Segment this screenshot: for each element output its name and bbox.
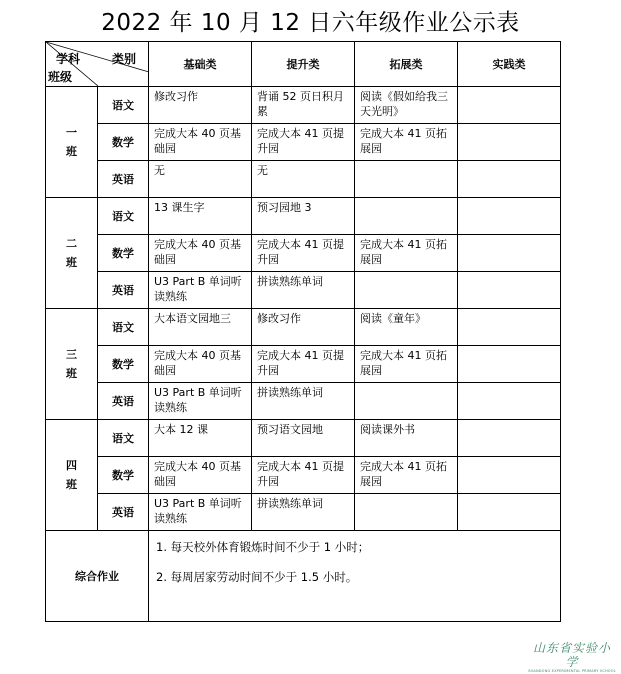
subject-cell: 语文 bbox=[98, 309, 149, 346]
assignment-cell: 阅读《童年》 bbox=[355, 309, 458, 346]
assignment-cell: 拼读熟练单词 bbox=[252, 494, 355, 531]
header-extension: 拓展类 bbox=[355, 42, 458, 87]
assignment-cell: 完成大本 40 页基础园 bbox=[149, 124, 252, 161]
table-row bbox=[46, 235, 561, 272]
class-name-cell bbox=[46, 420, 98, 531]
assignment-cell: 无 bbox=[252, 161, 355, 198]
header-basic: 基础类 bbox=[149, 42, 252, 87]
assignment-cell: 修改习作 bbox=[149, 87, 252, 124]
table-row bbox=[46, 87, 561, 124]
assignment-cell: 大本语文园地三 bbox=[149, 309, 252, 346]
comprehensive-row bbox=[46, 531, 561, 622]
assignment-cell bbox=[355, 161, 458, 198]
assignment-cell bbox=[458, 420, 561, 457]
school-logo bbox=[527, 641, 617, 674]
assignment-cell: 完成大本 40 页基础园 bbox=[149, 346, 252, 383]
assignment-cell bbox=[458, 383, 561, 420]
class-name-char: 班 bbox=[66, 478, 77, 491]
page-title: 2022 年 10 月 12 日六年级作业公示表 bbox=[101, 10, 520, 36]
header-practice: 实践类 bbox=[458, 42, 561, 87]
class-name-cell bbox=[46, 309, 98, 420]
table-row bbox=[46, 272, 561, 309]
subject-cell: 英语 bbox=[98, 494, 149, 531]
table-row bbox=[46, 198, 561, 235]
assignment-cell bbox=[458, 272, 561, 309]
table-row bbox=[46, 494, 561, 531]
subject-cell: 英语 bbox=[98, 272, 149, 309]
class-name-char: 班 bbox=[66, 367, 77, 380]
corner-subject-label: 学科 bbox=[56, 52, 81, 66]
comprehensive-notes bbox=[149, 531, 561, 622]
comprehensive-label: 综合作业 bbox=[46, 531, 149, 622]
assignment-cell: 拼读熟练单词 bbox=[252, 383, 355, 420]
class-name-char: 三 bbox=[66, 348, 77, 361]
assignment-cell: 大本 12 课 bbox=[149, 420, 252, 457]
comprehensive-note: 2. 每周居家劳动时间不少于 1.5 小时。 bbox=[156, 570, 358, 584]
subject-cell: 语文 bbox=[98, 87, 149, 124]
assignment-cell: 完成大本 41 页提升园 bbox=[252, 235, 355, 272]
assignment-cell: U3 Part B 单词听读熟练 bbox=[149, 272, 252, 309]
assignment-cell: 拼读熟练单词 bbox=[252, 272, 355, 309]
assignment-cell: U3 Part B 单词听读熟练 bbox=[149, 494, 252, 531]
assignment-cell: 完成大本 41 页提升园 bbox=[252, 124, 355, 161]
school-logo-english: SHANDONG EXPERIMENTAL PRIMARY SCHOOL bbox=[528, 669, 616, 673]
assignment-cell: 完成大本 41 页提升园 bbox=[252, 457, 355, 494]
assignment-cell bbox=[458, 198, 561, 235]
assignment-cell bbox=[355, 494, 458, 531]
corner-class-label: 班级 bbox=[48, 70, 73, 84]
table-row bbox=[46, 420, 561, 457]
table-row bbox=[46, 161, 561, 198]
assignment-cell bbox=[355, 272, 458, 309]
homework-table bbox=[45, 41, 561, 622]
subject-cell: 数学 bbox=[98, 457, 149, 494]
comprehensive-note: 1. 每天校外体育锻炼时间不少于 1 小时； bbox=[156, 540, 370, 554]
subject-cell: 数学 bbox=[98, 235, 149, 272]
assignment-cell: U3 Part B 单词听读熟练 bbox=[149, 383, 252, 420]
assignment-cell: 完成大本 41 页拓展园 bbox=[355, 235, 458, 272]
assignment-cell bbox=[458, 346, 561, 383]
class-name-char: 四 bbox=[66, 459, 77, 472]
assignment-cell: 修改习作 bbox=[252, 309, 355, 346]
assignment-cell bbox=[458, 87, 561, 124]
corner-header-cell bbox=[46, 42, 149, 87]
subject-cell: 语文 bbox=[98, 198, 149, 235]
subject-cell: 英语 bbox=[98, 161, 149, 198]
header-advanced: 提升类 bbox=[252, 42, 355, 87]
assignment-cell: 预习园地 3 bbox=[252, 198, 355, 235]
subject-cell: 数学 bbox=[98, 124, 149, 161]
assignment-cell bbox=[458, 161, 561, 198]
assignment-cell bbox=[458, 457, 561, 494]
corner-category-label: 类别 bbox=[112, 52, 137, 66]
assignment-cell: 阅读《假如给我三天光明》 bbox=[355, 87, 458, 124]
class-name-cell bbox=[46, 198, 98, 309]
assignment-cell bbox=[355, 383, 458, 420]
header-row bbox=[46, 42, 561, 87]
table-row bbox=[46, 346, 561, 383]
class-name-cell bbox=[46, 87, 98, 198]
assignment-cell bbox=[458, 494, 561, 531]
class-name-char: 二 bbox=[66, 237, 77, 250]
assignment-cell: 完成大本 41 页拓展园 bbox=[355, 124, 458, 161]
assignment-cell bbox=[458, 235, 561, 272]
subject-cell: 语文 bbox=[98, 420, 149, 457]
assignment-cell: 阅读课外书 bbox=[355, 420, 458, 457]
class-name-char: 班 bbox=[66, 145, 77, 158]
assignment-cell: 背诵 52 页日积月累 bbox=[252, 87, 355, 124]
assignment-cell bbox=[355, 198, 458, 235]
assignment-cell: 完成大本 40 页基础园 bbox=[149, 457, 252, 494]
subject-cell: 英语 bbox=[98, 383, 149, 420]
assignment-cell bbox=[458, 124, 561, 161]
table-row bbox=[46, 383, 561, 420]
assignment-cell: 完成大本 41 页拓展园 bbox=[355, 346, 458, 383]
assignment-cell: 无 bbox=[149, 161, 252, 198]
table-row bbox=[46, 124, 561, 161]
assignment-cell bbox=[458, 309, 561, 346]
assignment-cell: 预习语文园地 bbox=[252, 420, 355, 457]
table-row bbox=[46, 309, 561, 346]
assignment-cell: 完成大本 41 页拓展园 bbox=[355, 457, 458, 494]
class-name-char: 一 bbox=[66, 126, 77, 139]
subject-cell: 数学 bbox=[98, 346, 149, 383]
table-row bbox=[46, 457, 561, 494]
assignment-cell: 13 课生字 bbox=[149, 198, 252, 235]
assignment-cell: 完成大本 40 页基础园 bbox=[149, 235, 252, 272]
class-name-char: 班 bbox=[66, 256, 77, 269]
assignment-cell: 完成大本 41 页提升园 bbox=[252, 346, 355, 383]
school-logo-name: 山东省实验小学 bbox=[532, 641, 611, 669]
